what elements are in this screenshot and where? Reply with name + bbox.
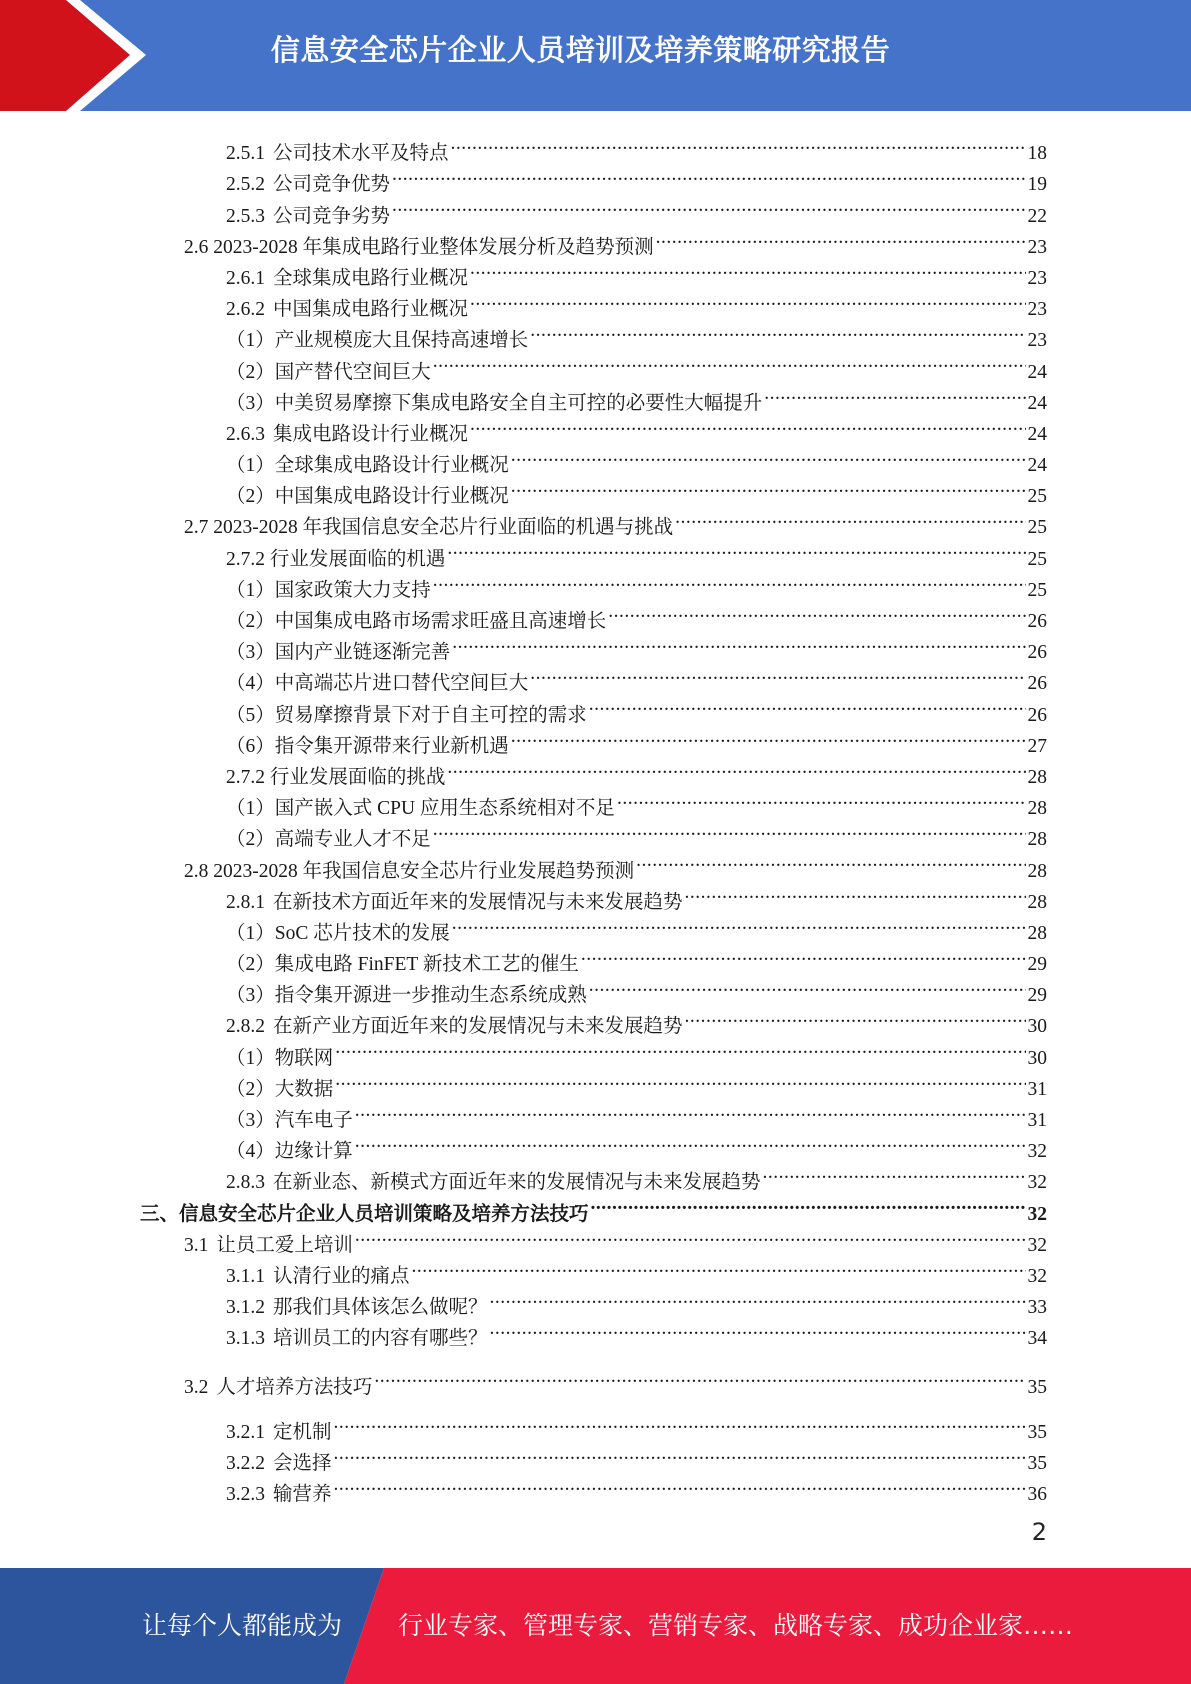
toc-entry-text: （2）中国集成电路市场需求旺盛且高速增长 [226, 611, 607, 632]
dot-leader [656, 222, 1026, 253]
toc-entry[interactable] [140, 159, 1047, 196]
toc-entry[interactable] [140, 1313, 1047, 1350]
toc-entry-page: 23 [1027, 299, 1047, 321]
toc-entry-page: 23 [1027, 267, 1047, 289]
toc-entry-number: 2.8.1 [226, 891, 265, 913]
toc-entry-page: 25 [1027, 579, 1047, 601]
toc-entry-page: 30 [1027, 1016, 1047, 1038]
toc-entry[interactable] [140, 627, 1047, 664]
dot-leader [470, 253, 1025, 284]
dot-leader [355, 1220, 1026, 1251]
toc-entry-page: 32 [1027, 1234, 1047, 1256]
toc-entry-text: 培训员工的内容有哪些？ [273, 1328, 488, 1350]
dot-leader [355, 1095, 1026, 1126]
dot-leader [470, 409, 1025, 440]
dot-leader [685, 877, 1026, 908]
toc-entry-page: 26 [1027, 704, 1047, 726]
dot-leader [617, 783, 1026, 814]
dot-leader [447, 752, 1025, 783]
dot-leader [763, 1157, 1026, 1188]
toc-entry-page: 31 [1027, 1110, 1047, 1131]
toc-entry[interactable] [140, 190, 1047, 227]
toc-entry-number: 3.2.3 [226, 1484, 265, 1506]
toc-entry-number: 3.1.3 [226, 1328, 265, 1350]
dot-leader [392, 159, 1025, 190]
toc-entry-text: （1）国家政策大力支持 [226, 579, 431, 601]
toc-entry[interactable] [140, 346, 1047, 383]
toc-entry-title [226, 1479, 332, 1510]
toc-entry[interactable] [140, 1407, 1047, 1443]
toc-entry[interactable] [140, 222, 1047, 258]
toc-entry-page: 27 [1027, 735, 1047, 757]
toc-entry-number: 3.2.1 [226, 1421, 265, 1443]
footer-slogan-left: 让每个人都能成为 [142, 1611, 343, 1640]
toc-entry[interactable] [140, 721, 1047, 757]
toc-entry[interactable] [140, 253, 1047, 289]
dot-leader [530, 658, 1025, 689]
toc-entry-page: 25 [1027, 517, 1047, 539]
toc-entry-text: （4）边缘计算 [226, 1141, 353, 1163]
toc-entry-page: 36 [1027, 1484, 1047, 1506]
toc-entry-text: 公司竞争优势 [273, 174, 391, 196]
toc-entry-number: 3.1.2 [226, 1297, 265, 1319]
toc-entry[interactable] [140, 1251, 1047, 1287]
toc-entry-text: 2.6 2023-2028 年集成电路行业整体发展分析及趋势预测 [184, 236, 654, 258]
dot-leader [608, 596, 1025, 627]
dot-leader [685, 1001, 1026, 1032]
toc-entry[interactable] [140, 689, 1047, 726]
toc-entry[interactable] [140, 596, 1047, 632]
dot-leader [511, 721, 1026, 752]
toc-entry-page: 32 [1027, 1203, 1047, 1225]
toc-entry-number: 2.5.3 [226, 205, 265, 227]
toc-entry-text: 中国集成电路行业概况 [273, 299, 469, 321]
dot-leader [490, 1313, 1026, 1344]
toc-entry[interactable] [140, 565, 1047, 601]
toc-entry-number: 3.1.1 [226, 1265, 265, 1287]
dot-leader [452, 627, 1025, 658]
toc-entry-text: 2.7.2 行业发展面临的挑战 [226, 766, 446, 788]
toc-entry-page: 23 [1027, 330, 1047, 352]
toc-entry-number: 3.2.2 [226, 1452, 265, 1474]
toc-entry-text: 定机制 [273, 1421, 332, 1443]
toc-entry-text: 全球集成电路行业概况 [273, 267, 469, 289]
toc-entry-text: 2.7 2023-2028 年我国信息安全芯片行业面临的机遇与挑战 [184, 517, 674, 539]
toc-entry[interactable] [140, 378, 1047, 414]
page-number: 2 [1031, 1518, 1047, 1546]
toc-entry[interactable] [140, 814, 1047, 851]
table-of-contents [140, 128, 1047, 1506]
dot-leader [335, 1064, 1025, 1095]
toc-entry-page: 26 [1027, 642, 1047, 664]
toc-entry-text: 在新产业方面近年来的发展情况与未来发展趋势 [273, 1016, 683, 1038]
toc-entry-number: 2.5.2 [226, 174, 265, 196]
toc-entry-page: 32 [1027, 1141, 1047, 1163]
dot-leader [581, 939, 1026, 970]
dot-leader [636, 845, 1025, 876]
toc-entry-page: 35 [1027, 1376, 1047, 1398]
toc-entry-page: 35 [1027, 1421, 1047, 1443]
page-header [0, 0, 1191, 111]
dot-leader [591, 1188, 1026, 1219]
dot-leader [433, 346, 1026, 377]
toc-entry-text: 在新业态、新模式方面近年来的发展情况与未来发展趋势 [273, 1172, 761, 1194]
toc-entry[interactable] [140, 845, 1047, 882]
toc-entry-text: 会选择 [273, 1452, 332, 1474]
dot-leader [392, 190, 1025, 221]
toc-entry[interactable] [140, 1361, 1047, 1398]
toc-entry-text: （2）大数据 [226, 1078, 334, 1100]
toc-entry-text: （2）中国集成电路设计行业概况 [226, 486, 509, 508]
toc-entry[interactable] [140, 1469, 1047, 1506]
dot-leader [490, 1282, 1026, 1313]
dot-leader [470, 284, 1025, 315]
toc-entry-text: 集成电路设计行业概况 [273, 423, 469, 445]
toc-entry-text: （5）贸易摩擦背景下对于自主可控的需求 [226, 704, 587, 726]
toc-entry[interactable] [140, 128, 1047, 165]
toc-entry-page: 22 [1027, 205, 1047, 227]
footer-slogan-right: 行业专家、管理专家、营销专家、战略专家、成功企业家…… [398, 1611, 1074, 1640]
dot-leader [374, 1361, 1025, 1392]
toc-entry-text: 人才培养方法技巧 [216, 1376, 373, 1398]
toc-entry[interactable] [140, 939, 1047, 976]
dot-leader [511, 471, 1026, 502]
toc-entry[interactable] [140, 315, 1047, 352]
toc-entry[interactable] [140, 1064, 1047, 1100]
dot-leader [447, 533, 1025, 564]
toc-entry-number: 2.6.2 [226, 299, 265, 321]
dot-leader [451, 128, 1026, 159]
toc-entry-page: 24 [1027, 423, 1047, 445]
toc-entry[interactable] [140, 1157, 1047, 1194]
toc-entry[interactable] [140, 1220, 1047, 1256]
toc-entry-text: 输营养 [273, 1484, 332, 1506]
toc-entry-text: （1）国产嵌入式 CPU 应用生态系统相对不足 [226, 798, 615, 820]
toc-entry-page: 24 [1027, 392, 1047, 414]
toc-entry-text: 2.8 2023-2028 年我国信息安全芯片行业发展趋势预测 [184, 860, 635, 882]
toc-entry-text: 三、信息安全芯片企业人员培训策略及培养方法技巧 [140, 1203, 589, 1225]
toc-entry-page: 24 [1027, 455, 1047, 477]
dot-leader [589, 970, 1026, 1001]
toc-entry-page: 33 [1027, 1297, 1047, 1319]
dot-leader [335, 1032, 1025, 1063]
dot-leader [334, 1438, 1026, 1469]
page-footer [0, 1568, 1191, 1684]
toc-entry-text: （1）产业规模庞大且保持高速增长 [226, 330, 529, 352]
toc-entry[interactable] [140, 1001, 1047, 1038]
toc-entry-number: 3.1 [184, 1234, 209, 1256]
dot-leader [589, 689, 1026, 720]
toc-entry-page: 19 [1027, 174, 1047, 196]
dot-leader [412, 1251, 1026, 1282]
toc-entry[interactable] [140, 1032, 1047, 1069]
toc-entry-number: 2.6.1 [226, 267, 265, 289]
report-title: 信息安全芯片企业人员培训及培养策略研究报告 [270, 33, 891, 67]
toc-entry-text: （2）高端专业人才不足 [226, 829, 431, 851]
toc-entry-page: 28 [1027, 766, 1047, 788]
toc-entry[interactable] [140, 752, 1047, 788]
toc-entry[interactable] [140, 409, 1047, 445]
toc-entry-page: 30 [1027, 1047, 1047, 1069]
toc-entry-text: 认清行业的痛点 [273, 1265, 410, 1287]
dot-leader [675, 502, 1025, 533]
toc-entry-title [226, 1323, 488, 1354]
toc-entry[interactable] [140, 1126, 1047, 1163]
toc-entry[interactable] [140, 471, 1047, 508]
toc-entry-page: 29 [1027, 985, 1047, 1007]
toc-entry-text: （2）集成电路 FinFET 新技术工艺的催生 [226, 954, 579, 976]
toc-entry-text: （3）汽车电子 [226, 1110, 353, 1131]
toc-entry-page: 28 [1027, 891, 1047, 913]
dot-leader [355, 1126, 1026, 1157]
toc-entry-number: 2.6.3 [226, 423, 265, 445]
toc-entry-text: （1）SoC 芯片技术的发展 [226, 922, 450, 944]
toc-entry[interactable] [140, 1188, 1047, 1225]
toc-entry-page: 28 [1027, 922, 1047, 944]
toc-entry-page: 25 [1027, 548, 1047, 570]
toc-entry-text: 让员工爱上培训 [216, 1234, 353, 1256]
toc-entry[interactable] [140, 1282, 1047, 1319]
dot-leader [452, 908, 1026, 939]
toc-entry-text: 在新技术方面近年来的发展情况与未来发展趋势 [273, 891, 683, 913]
toc-entry[interactable] [140, 284, 1047, 321]
toc-entry[interactable] [140, 970, 1047, 1007]
toc-entry-text: 公司竞争劣势 [273, 205, 391, 227]
toc-entry-page: 34 [1027, 1328, 1047, 1350]
dot-leader [433, 814, 1026, 845]
toc-entry-page: 32 [1027, 1265, 1047, 1287]
toc-entry-page: 32 [1027, 1172, 1047, 1194]
dot-leader [530, 315, 1025, 346]
toc-entry-page: 23 [1027, 236, 1047, 258]
toc-entry-page: 28 [1027, 829, 1047, 851]
dot-leader [511, 440, 1026, 471]
toc-entry-text: （3）中美贸易摩擦下集成电路安全自主可控的必要性大幅提升 [226, 392, 763, 414]
toc-entry[interactable] [140, 440, 1047, 477]
toc-entry-text: 那我们具体该怎么做呢？ [273, 1297, 488, 1319]
toc-entry-page: 29 [1027, 954, 1047, 976]
dot-leader [334, 1469, 1026, 1500]
toc-entry-text: 公司技术水平及特点 [273, 143, 449, 165]
toc-entry[interactable] [140, 533, 1047, 570]
dot-leader [764, 378, 1025, 409]
toc-entry-number: 3.2 [184, 1376, 209, 1398]
toc-entry[interactable] [140, 1095, 1047, 1131]
dot-leader [334, 1407, 1026, 1438]
toc-entry-text: （2）国产替代空间巨大 [226, 361, 431, 383]
toc-entry-page: 28 [1027, 798, 1047, 820]
toc-entry[interactable] [140, 877, 1047, 913]
toc-entry-page: 24 [1027, 361, 1047, 383]
toc-entry-page: 35 [1027, 1452, 1047, 1474]
toc-entry-text: （3）国内产业链逐渐完善 [226, 642, 451, 664]
toc-entry[interactable] [140, 783, 1047, 820]
toc-entry-number: 2.8.3 [226, 1172, 265, 1194]
toc-entry[interactable] [140, 658, 1047, 695]
toc-entry-text: （1）物联网 [226, 1047, 334, 1069]
toc-entry-page: 31 [1027, 1078, 1047, 1100]
toc-entry-text: 2.7.2 行业发展面临的机遇 [226, 548, 446, 570]
red-chevron-icon [0, 0, 160, 111]
toc-entry-number: 2.5.1 [226, 143, 265, 165]
toc-entry-title [184, 1372, 372, 1403]
toc-entry-text: （6）指令集开源带来行业新机遇 [226, 735, 509, 757]
dot-leader [433, 565, 1026, 596]
toc-entry-number: 2.8.2 [226, 1016, 265, 1038]
toc-entry-page: 26 [1027, 673, 1047, 695]
toc-entry-page: 25 [1027, 486, 1047, 508]
toc-entry-text: （4）中高端芯片进口替代空间巨大 [226, 673, 529, 695]
toc-entry-text: （3）指令集开源进一步推动生态系统成熟 [226, 985, 587, 1007]
toc-entry-page: 26 [1027, 611, 1047, 632]
toc-entry-page: 28 [1027, 860, 1047, 882]
toc-entry-text: （1）全球集成电路设计行业概况 [226, 455, 509, 477]
toc-entry[interactable] [140, 502, 1047, 539]
toc-entry[interactable] [140, 1438, 1047, 1474]
toc-entry[interactable] [140, 908, 1047, 944]
toc-entry-page: 18 [1027, 143, 1047, 165]
